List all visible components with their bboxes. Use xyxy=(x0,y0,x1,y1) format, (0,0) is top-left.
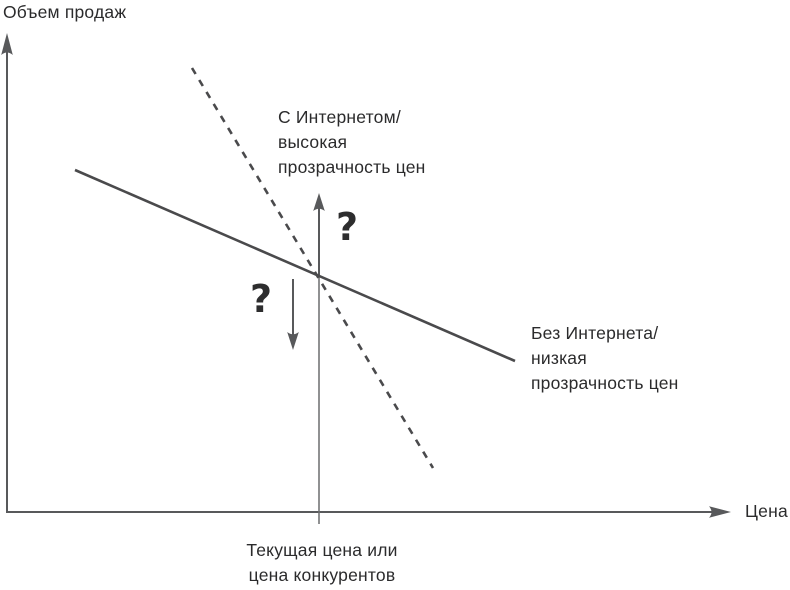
question-mark-up: ? xyxy=(336,205,359,249)
without-internet-label-line1: Без Интернета/ xyxy=(531,323,659,343)
demand-curve-without-internet xyxy=(75,170,515,361)
down-arrow-icon xyxy=(287,332,299,350)
with-internet-label-line2: высокая xyxy=(278,132,348,152)
x-axis-label: Цена xyxy=(745,501,788,521)
up-arrow-icon xyxy=(313,193,325,211)
with-internet-label-line3: прозрачность цен xyxy=(278,157,426,177)
with-internet-label-line1: С Интернетом/ xyxy=(278,107,401,127)
y-axis-label: Объем продаж xyxy=(3,2,127,22)
without-internet-label-line3: прозрачность цен xyxy=(531,373,679,393)
without-internet-label-line2: низкая xyxy=(531,348,587,368)
y-axis-arrowhead-icon xyxy=(1,33,13,55)
current-price-label-line1: Текущая цена или xyxy=(246,540,398,560)
current-price-label-line2: цена конкурентов xyxy=(248,565,396,585)
current-price-label xyxy=(217,538,427,588)
without-internet-label xyxy=(531,321,679,396)
with-internet-label xyxy=(278,105,426,180)
question-mark-down: ? xyxy=(250,277,273,321)
x-axis-arrowhead-icon xyxy=(709,506,731,518)
